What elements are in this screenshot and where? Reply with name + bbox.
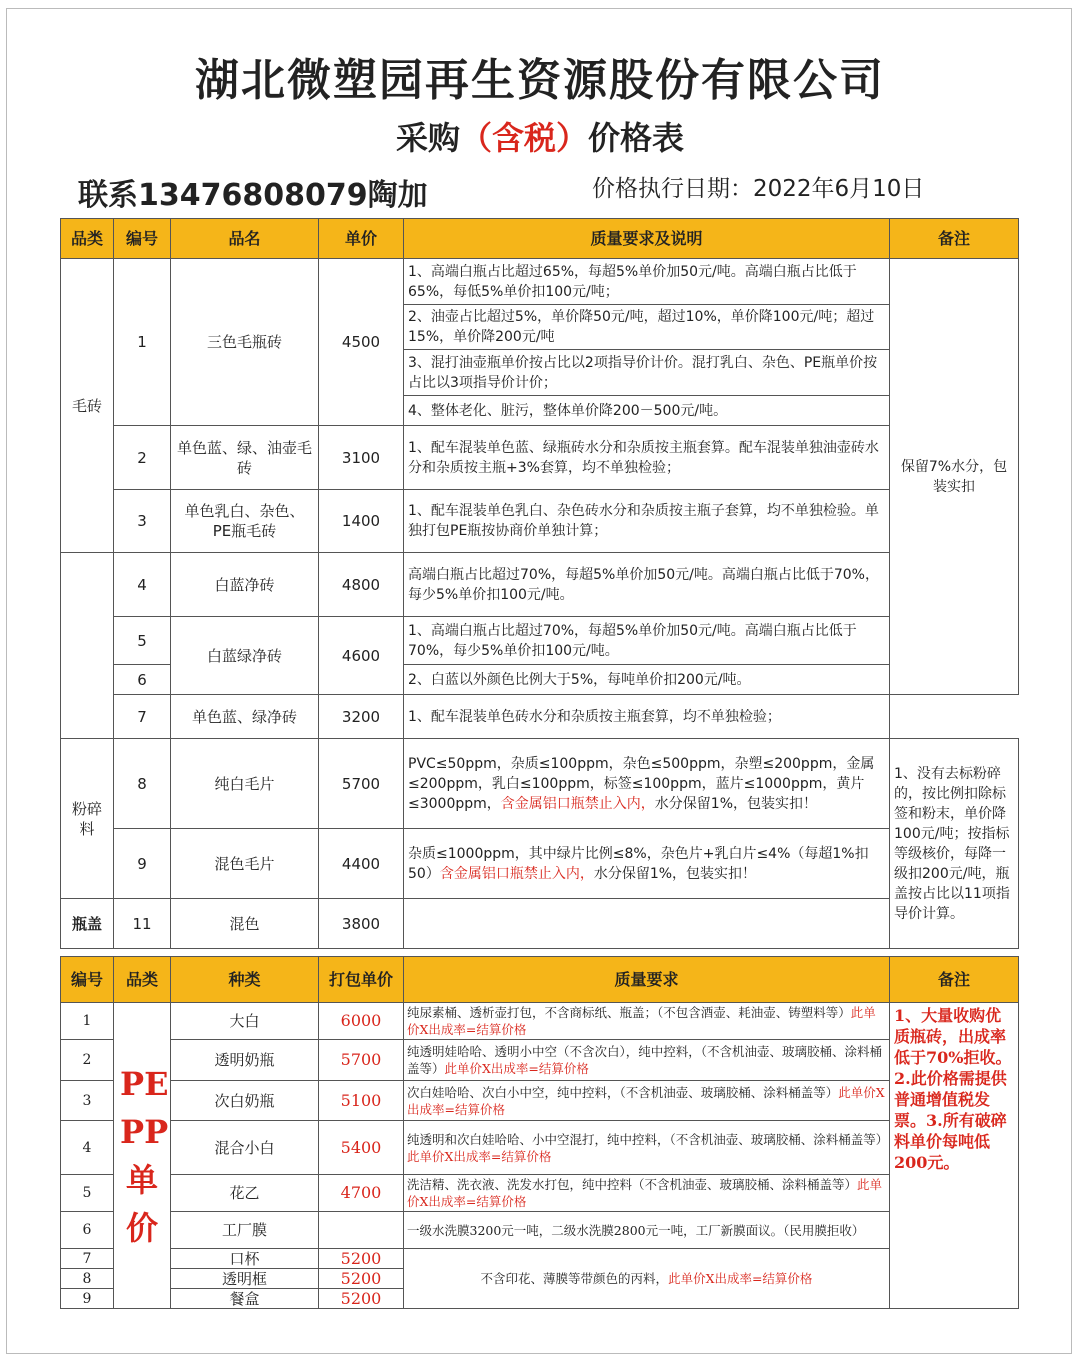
header-price: 单价 [319,219,404,259]
pack-price: 5200 [319,1289,404,1309]
category-pinggai: 瓶盖 [61,899,114,949]
quality-pre: 一级水洗膜3200元一吨，二级水洗膜2800元一吨，工厂新膜面议。（民用膜拒收） [407,1222,865,1238]
category-pe-pp: PE PP 单价 [114,1003,171,1309]
row-number: 6 [114,665,171,695]
pack-price: 4700 [319,1175,404,1212]
row-number: 3 [61,1081,114,1121]
quality-text: 3、混打油壶瓶单价按占比以2项指导价计价。混打乳白、杂色、PE瓶单价按占比以3项指导价计价； [404,350,890,396]
quality-text: 2、白蓝以外颜色比例大于5%，每吨单价扣200元/吨。 [404,665,890,695]
price-table-2 [60,956,1019,1309]
row-number: 9 [61,1289,114,1309]
unit-price: 1400 [319,490,404,553]
product-name: 口杯 [171,1249,319,1269]
quality-pre: 不含印花、薄膜等带颜色的丙料， [480,1271,669,1286]
header-category: 品类 [61,219,114,259]
row-number: 5 [114,617,171,665]
header-quality: 质量要求 [404,957,890,1003]
header-pack-price: 打包单价 [319,957,404,1003]
pack-price: 5400 [319,1121,404,1175]
page-subtitle [0,113,1080,159]
product-name: 单色乳白、杂色、PE瓶毛砖 [171,490,319,553]
table-row [61,1003,1019,1040]
unit-price: 3800 [319,899,404,949]
quality-pre: 纯尿素桶、透析壶打包，不含商标纸、瓶盖；（不包含酒壶、耗油壶、铸塑料等） [407,1005,851,1020]
pack-price: 5100 [319,1081,404,1121]
table-row [61,426,1019,490]
quality-text [404,1003,890,1040]
quality-text: 1、配车混装单色砖水分和杂质按主瓶套算，均不单独检验； [404,695,890,739]
header-number: 编号 [61,957,114,1003]
remarks-water: 保留7%水分，包装实扣 [890,259,1019,695]
quality-formula: 此单价X出成率=结算价格 [407,1005,876,1037]
subtitle-left: 采购 [395,119,460,157]
row-number: 4 [114,553,171,617]
quality-text [404,739,890,829]
unit-price: 3100 [319,426,404,490]
product-name: 工厂膜 [171,1212,319,1249]
row-number: 2 [61,1040,114,1081]
product-name: 透明奶瓶 [171,1040,319,1081]
price-date: 价格执行日期：2022年6月10日 [592,176,925,202]
pack-price: 5200 [319,1269,404,1289]
product-name: 混色毛片 [171,829,319,899]
table-row [61,1249,1019,1269]
product-name: 餐盒 [171,1289,319,1309]
table-row [61,829,1019,899]
table-row [61,739,1019,829]
quality-text [404,1249,890,1309]
row-number: 3 [114,490,171,553]
pack-price: 6000 [319,1003,404,1040]
header-name: 品名 [171,219,319,259]
quality-formula: 此单价X出成率=结算价格 [407,1177,883,1209]
table-row [61,259,1019,305]
quality-formula: 此单价X出成率=结算价格 [668,1271,813,1286]
row-number: 6 [61,1212,114,1249]
header-quality: 质量要求及说明 [404,219,890,259]
category-blank [61,553,114,739]
quality-text [404,1040,890,1081]
unit-price: 3200 [319,695,404,739]
price-table-1 [60,218,1019,949]
row-number: 7 [61,1249,114,1269]
remarks-grading: 1、没有去标粉碎的，按比例扣除标签和粉末，单价降100元/吨；按指标等级核价，每降一级扣200元/吨，瓶盖按占比以11项指导价计算。 [890,739,1019,949]
row-number: 4 [61,1121,114,1175]
quality-empty [404,899,890,949]
row-number: 1 [114,259,171,426]
product-name: 次白奶瓶 [171,1081,319,1121]
header-number: 编号 [114,219,171,259]
quality-warning: 含金属铝口瓶禁止入内， [439,865,594,882]
table-row [61,617,1019,665]
table2-header-row [61,957,1019,1003]
quality-pre: 杂质≤1000ppm，其中绿片比例≤8%，杂色片+乳白片≤4%（每超1%扣50） [408,845,869,882]
product-name: 单色蓝、绿净砖 [171,695,319,739]
table-row [61,1040,1019,1081]
remarks-purchase: 1、大量收购优质瓶砖，出成率低于70%拒收。2.此价格需提供普通增值税发票。3.所有破碎料单价每吨低200元。 [890,1003,1019,1309]
quality-post: 水分保留1%，包装实扣！ [593,865,757,882]
quality-text [404,829,890,899]
row-number: 2 [114,426,171,490]
product-name: 白蓝净砖 [171,553,319,617]
table-row [61,1081,1019,1121]
row-number: 8 [114,739,171,829]
row-number: 8 [61,1269,114,1289]
pack-price [319,1212,404,1249]
quality-text: 4、整体老化、脏污，整体单价降200－500元/吨。 [404,396,890,426]
pack-price: 5700 [319,1040,404,1081]
quality-text: 1、配车混装单色乳白、杂色砖水分和杂质按主瓶子套算，均不单独检验。单独打包PE瓶按协商价单独计算； [404,490,890,553]
product-name: 混色 [171,899,319,949]
quality-text: 1、高端白瓶占比超过65%，每超5%单价加50元/吨。高端白瓶占比低于65%，每低5%单价扣100元/吨； [404,259,890,305]
product-name: 透明框 [171,1269,319,1289]
quality-text: 1、高端白瓶占比超过70%，每超5%单价加50元/吨。高端白瓶占比低于70%，每少5%单价扣100元/吨。 [404,617,890,665]
quality-text: 2、油壶占比超过5%，单价降50元/吨，超过10%，单价降100元/吨；超过15%，单价降200元/吨 [404,305,890,350]
table-row [61,1175,1019,1212]
product-name: 混合小白 [171,1121,319,1175]
unit-price: 4800 [319,553,404,617]
quality-pre: 次白娃哈哈、次白小中空，纯中控料，（不含机油壶、玻璃胶桶、涂料桶盖等） [407,1084,839,1100]
subtitle-tax: （含税） [459,119,588,157]
quality-text [404,1081,890,1121]
category-fensuiliao: 粉碎料 [61,739,114,899]
quality-pre: 洗洁精、洗衣液、洗发水打包，纯中控料（不含机油壶、玻璃胶桶、涂料桶盖等） [407,1177,858,1192]
quality-formula: 此单价X出成率=结算价格 [407,1084,885,1117]
table-row [61,553,1019,617]
header-remarks: 备注 [890,219,1019,259]
table-row [61,695,1019,739]
quality-pre: 纯透明娃哈哈、透明小中空（不含次白），纯中控料，（不含机油壶、玻璃胶桶、涂料桶盖等） [407,1044,883,1076]
product-name: 花乙 [171,1175,319,1212]
contact-line: 联系13476808079陶加 [78,178,428,213]
product-name: 白蓝绿净砖 [171,617,319,695]
category-maozhuan: 毛砖 [61,259,114,553]
quality-text [404,1175,890,1212]
unit-price: 5700 [319,739,404,829]
product-name: 纯白毛片 [171,739,319,829]
quality-pre: PVC≤50ppm，杂质≤100ppm，杂色≤500ppm，杂塑≤200ppm，金属≤200ppm，乳白≤100ppm，标签≤100ppm，蓝片≤1000ppm，黄片≤3000ppm， [408,755,875,812]
table-row [61,1121,1019,1175]
quality-text: 高端白瓶占比超过70%，每超5%单价加50元/吨。高端白瓶占比低于70%，每少5%单价扣100元/吨。 [404,553,890,617]
row-number: 5 [61,1175,114,1212]
product-name: 三色毛瓶砖 [171,259,319,426]
product-name: 单色蓝、绿、油壶毛砖 [171,426,319,490]
header-remarks: 备注 [890,957,1019,1003]
quality-text [404,1121,890,1175]
unit-price: 4400 [319,829,404,899]
table-row [61,899,1019,949]
row-number: 11 [114,899,171,949]
row-number: 1 [61,1003,114,1040]
quality-formula: 此单价X出成率=结算价格 [407,1148,552,1164]
quality-formula: 此单价X出成率=结算价格 [444,1061,589,1076]
table-row [61,490,1019,553]
header-type: 种类 [171,957,319,1003]
company-name: 湖北微塑园再生资源股份有限公司 [195,55,885,106]
row-number: 7 [114,695,171,739]
header-category: 品类 [114,957,171,1003]
subtitle-right: 价格表 [588,119,685,157]
unit-price: 4500 [319,259,404,426]
row-number: 9 [114,829,171,899]
quality-pre: 纯透明和次白娃哈哈、小中空混打，纯中控料，（不含机油壶、玻璃胶桶、涂料桶盖等） [407,1131,889,1147]
pack-price: 5200 [319,1249,404,1269]
quality-post: 水分保留1%，包装实扣！ [654,795,817,812]
table1-header-row [61,219,1019,259]
quality-text: 1、配车混装单色蓝、绿瓶砖水分和杂质按主瓶套算。配车混装单独油壶砖水分和杂质按主瓶+3%套算，均不单独检验； [404,426,890,490]
quality-warning: 含金属铝口瓶禁止入内， [500,795,655,812]
quality-text [404,1212,890,1249]
table-row [61,1212,1019,1249]
unit-price: 4600 [319,617,404,695]
product-name: 大白 [171,1003,319,1040]
